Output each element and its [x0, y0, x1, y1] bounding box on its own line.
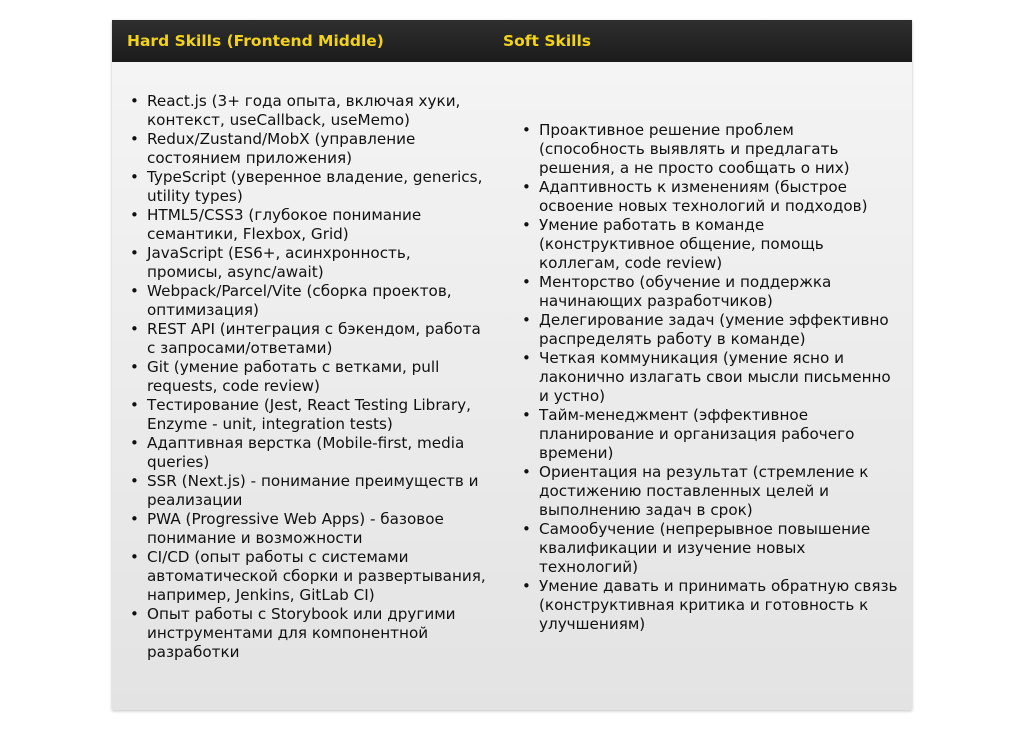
soft-skills-heading: Soft Skills [503, 32, 591, 50]
list-item: • Адаптивность к изменениям (быстрое освоение новых технологий и подходов) [519, 178, 899, 216]
list-item: • TypeScript (уверенное владение, generics, utility types) [127, 168, 487, 206]
list-item: • HTML5/CSS3 (глубокое понимание семантики, Flexbox, Grid) [127, 206, 487, 244]
soft-skills-list [519, 121, 899, 634]
list-item: • Проактивное решение проблем (способность выявлять и предлагать решения, а не просто сообщать о них) [519, 121, 899, 178]
list-item: • Менторство (обучение и поддержка начинающих разработчиков) [519, 273, 899, 311]
table-header [112, 20, 912, 62]
hard-skills-heading: Hard Skills (Frontend Middle) [127, 32, 384, 50]
skills-table [112, 20, 912, 710]
list-item: • PWA (Progressive Web Apps) - базовое понимание и возможности [127, 510, 487, 548]
list-item: • REST API (интеграция с бэкендом, работа с запросами/ответами) [127, 320, 487, 358]
list-item: • CI/CD (опыт работы с системами автоматической сборки и развертывания, например, Jenkins, GitLab CI) [127, 548, 487, 605]
list-item: • Тайм-менеджмент (эффективное планирование и организация рабочего времени) [519, 406, 899, 463]
list-item: • Умение давать и принимать обратную связь (конструктивная критика и готовность к улучшениям) [519, 577, 899, 634]
list-item: • Адаптивная верстка (Mobile-first, media queries) [127, 434, 487, 472]
list-item: • Webpack/Parcel/Vite (сборка проектов, оптимизация) [127, 282, 487, 320]
hard-skills-list [127, 92, 487, 662]
list-item: • Умение работать в команде (конструктивное общение, помощь коллегам, code review) [519, 216, 899, 273]
list-item: • Делегирование задач (умение эффективно распределять работу в команде) [519, 311, 899, 349]
list-item: • SSR (Next.js) - понимание преимуществ и реализации [127, 472, 487, 510]
list-item: • Четкая коммуникация (умение ясно и лаконично излагать свои мысли письменно и устно) [519, 349, 899, 406]
list-item: • Тестирование (Jest, React Testing Library, Enzyme - unit, integration tests) [127, 396, 487, 434]
list-item: • Git (умение работать с ветками, pull requests, code review) [127, 358, 487, 396]
list-item: • React.js (3+ года опыта, включая хуки, контекст, useCallback, useMemo) [127, 92, 487, 130]
list-item: • Самообучение (непрерывное повышение квалификации и изучение новых технологий) [519, 520, 899, 577]
list-item: • Ориентация на результат (стремление к достижению поставленных целей и выполнению задач в срок) [519, 463, 899, 520]
list-item: • Redux/Zustand/MobX (управление состоянием приложения) [127, 130, 487, 168]
list-item: • Опыт работы с Storybook или другими инструментами для компонентной разработки [127, 605, 487, 662]
list-item: • JavaScript (ES6+, асинхронность, промисы, async/await) [127, 244, 487, 282]
